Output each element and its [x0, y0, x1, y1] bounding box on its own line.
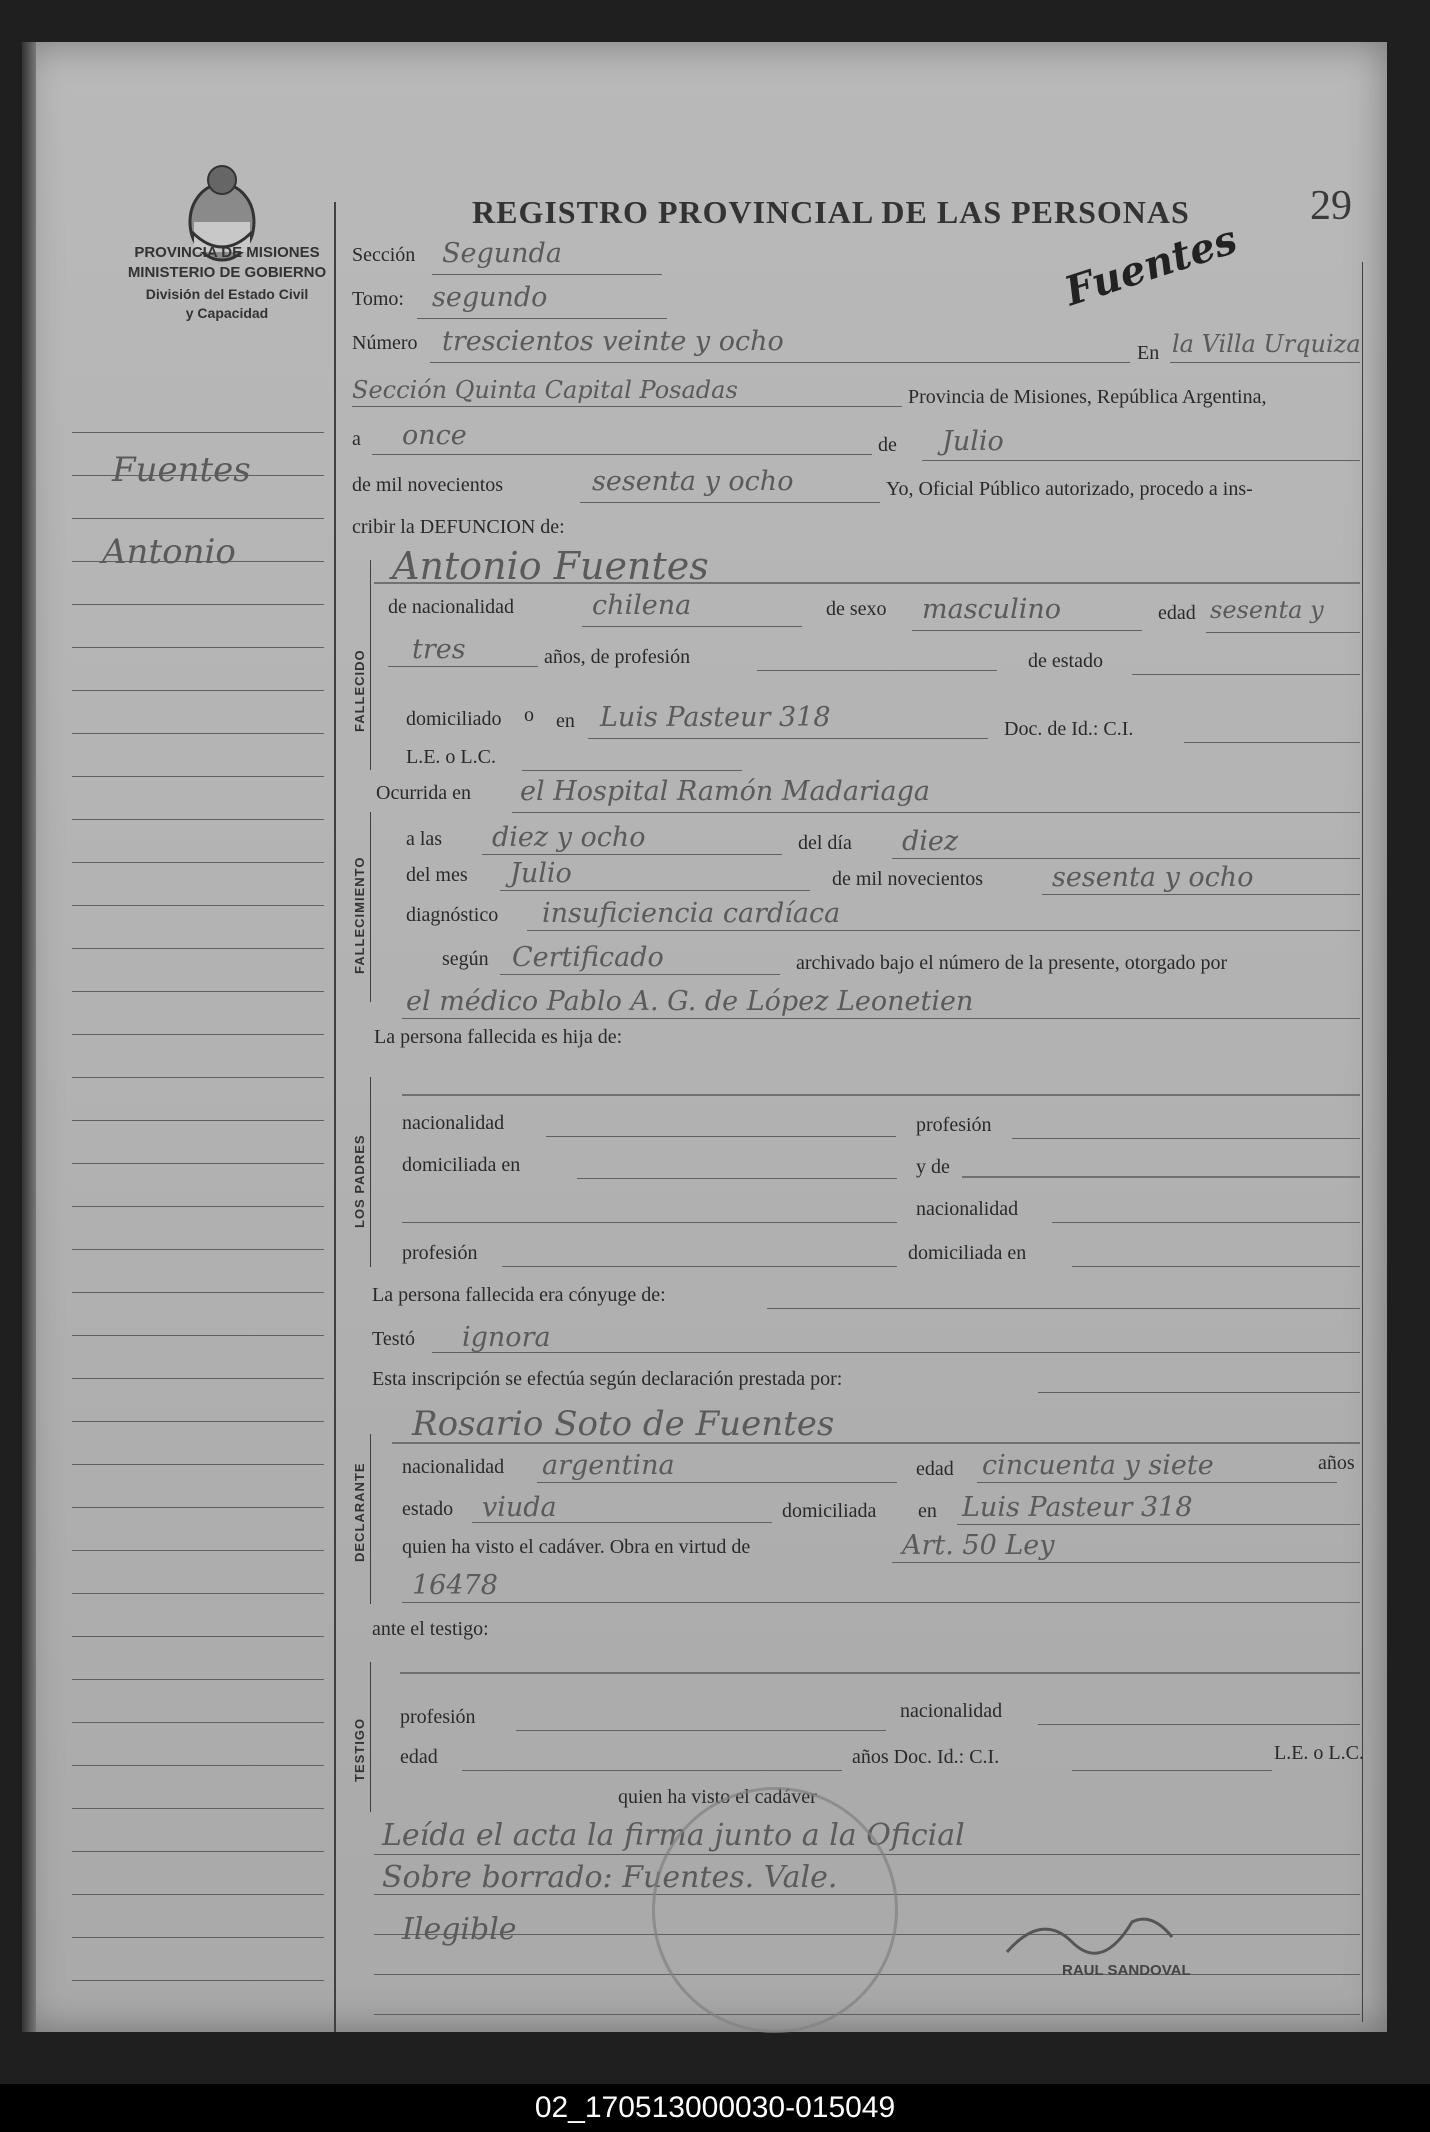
margin-rule: [72, 905, 324, 906]
margin-rule: [72, 1636, 324, 1637]
en-line: [1170, 362, 1360, 363]
a-las-value: diez y ocho: [492, 822, 646, 853]
declarante-nacionalidad-label: nacionalidad: [402, 1456, 505, 1478]
closing-text-3: Ilegible: [402, 1912, 517, 1947]
ocurrida-value: el Hospital Ramón Madariaga: [520, 776, 930, 807]
margin-rule: [72, 1464, 324, 1465]
margin-rule: [72, 991, 324, 992]
padres-nacionalidad2-line: [1052, 1222, 1360, 1223]
fallecido-edad-cont: tres: [412, 634, 466, 665]
margin-rule: [72, 1292, 324, 1293]
margin-rule: [72, 1163, 324, 1164]
padres-profesion2-label: profesión: [402, 1242, 478, 1264]
declarante-domiciliada-label: domiciliada: [782, 1500, 877, 1522]
testigo-nacionalidad-line: [1038, 1724, 1360, 1725]
segun-label: según: [442, 948, 489, 970]
testigo-visto-label: quien ha visto el cadáver: [618, 1786, 817, 1808]
fallecido-le-lc-line: [522, 770, 742, 771]
segun-value: Certificado: [512, 942, 664, 973]
padres-domiciliada2-line: [1072, 1266, 1360, 1267]
margin-rule: [72, 1937, 324, 1938]
year-label: de mil novecientos: [352, 474, 504, 496]
testigo-doc-line: [1072, 1770, 1272, 1771]
en-label: En: [1137, 342, 1160, 364]
column-divider: [334, 202, 336, 2032]
margin-rule: [72, 1593, 324, 1594]
del-dia-line: [892, 858, 1360, 859]
padres-section-label: LOS PADRES: [352, 1134, 367, 1228]
fallecido-section-label: FALLECIDO: [352, 649, 367, 732]
fallecido-sexo-line: [912, 630, 1142, 631]
ministry-label: MINISTERIO DE GOBIERNO: [127, 264, 327, 281]
fallecido-sexo-label: de sexo: [826, 598, 887, 620]
official-text-2: cribir la DEFUNCION de:: [352, 516, 565, 538]
diagnostico-value: insuficiencia cardíaca: [542, 898, 841, 929]
testigo-bracket: [370, 1662, 371, 1812]
del-mes-value: Julio: [510, 858, 572, 889]
provincia-label: Provincia de Misiones, República Argentina,: [908, 386, 1267, 408]
seccion-line: [432, 274, 662, 275]
margin-rule: [72, 1894, 324, 1895]
fallecido-doc-line: [1184, 742, 1360, 743]
fallecido-domicilio-en: en: [556, 710, 575, 732]
declarante-anos-label: años: [1318, 1452, 1355, 1474]
fallecido-edad-label: edad: [1158, 602, 1196, 624]
margin-rule: [72, 1378, 324, 1379]
margin-rule: [72, 518, 324, 519]
fallecido-edad-line: [1206, 632, 1360, 633]
diagnostico-line: [527, 930, 1360, 931]
fallecido-domicilio-line: [588, 738, 988, 739]
declaracion-label: Esta inscripción se efectúa según declaración prestada por:: [372, 1368, 843, 1390]
de-value: Julio: [942, 426, 1004, 457]
del-mes-line: [500, 890, 810, 891]
padres-nacionalidad-line: [546, 1136, 896, 1137]
testigo-edad-label: edad: [400, 1746, 438, 1768]
numero-label: Número: [352, 332, 418, 354]
margin-rule: [72, 733, 324, 734]
declarante-edad-label: edad: [916, 1458, 954, 1480]
official-signature-name: RAUL SANDOVAL: [1062, 1962, 1191, 1979]
margin-rule: [72, 1421, 324, 1422]
tomo-value: segundo: [432, 282, 548, 313]
fallecido-sexo-value: masculino: [922, 594, 1061, 625]
fallecido-doc-label: Doc. de Id.: C.I.: [1004, 718, 1134, 740]
declarante-visto-value: Art. 50 Ley: [902, 1530, 1055, 1561]
fallecido-profesion-line: [757, 670, 997, 671]
declarante-domiciliada-line: [957, 1524, 1360, 1525]
padres-nacionalidad-label: nacionalidad: [402, 1112, 505, 1134]
margin-rule: [72, 604, 324, 605]
declarante-edad-value: cincuenta y siete: [982, 1450, 1214, 1481]
declarante-estado-line: [472, 1522, 772, 1523]
declarante-name: Rosario Soto de Fuentes: [412, 1404, 835, 1444]
margin-rule: [72, 1077, 324, 1078]
declarante-nacionalidad-value: argentina: [542, 1450, 675, 1481]
otorgado-value: el médico Pablo A. G. de López Leonetien: [406, 986, 974, 1017]
margin-rule: [72, 1851, 324, 1852]
declarante-name-line: [392, 1442, 1360, 1444]
padres-y-de-label: y de: [916, 1156, 950, 1178]
fallecido-domicilio-label: domiciliado: [406, 708, 502, 730]
register-page: [22, 42, 1387, 2032]
fallecido-bracket: [370, 560, 371, 770]
top-signature-scrawl: Fuentes: [1059, 215, 1243, 316]
testigo-profesion-label: profesión: [400, 1706, 476, 1728]
fallecido-domicilio-value: Luis Pasteur 318: [600, 702, 831, 733]
tomo-line: [417, 318, 667, 319]
margin-rule: [72, 1249, 324, 1250]
declarante-edad-line: [977, 1482, 1337, 1483]
declarante-visto-cont-line: [402, 1602, 1360, 1603]
declarante-visto-label: quien ha visto el cadáver. Obra en virtud de: [402, 1536, 751, 1558]
margin-rule: [72, 1120, 324, 1121]
fallecimiento-mil-line: [1042, 894, 1360, 895]
margin-rule: [72, 1206, 324, 1207]
testo-value: ignora: [462, 1322, 551, 1353]
ocurrida-label: Ocurrida en: [376, 782, 471, 804]
page-number: 29: [1310, 183, 1352, 229]
ocurrida-line: [512, 812, 1360, 813]
declarante-domiciliada-value: Luis Pasteur 318: [962, 1492, 1193, 1523]
testigo-le-lc-label: L.E. o L.C.: [1274, 1742, 1364, 1764]
padres-name-line: [402, 1094, 1360, 1096]
margin-rule: [72, 1550, 324, 1551]
fallecimiento-mil-label: de mil novecientos: [832, 868, 984, 890]
margin-rule: [72, 1722, 324, 1723]
margin-rule: [72, 1765, 324, 1766]
margin-surname: Fuentes: [112, 450, 251, 490]
a-las-label: a las: [406, 828, 443, 850]
fallecido-le-lc-label: L.E. o L.C.: [406, 746, 496, 768]
fallecido-name-line: [374, 582, 1360, 584]
margin-rule: [72, 432, 324, 433]
padres-profesion-line: [1012, 1138, 1360, 1139]
year-line: [580, 502, 880, 503]
fallecido-estado-line: [1132, 674, 1360, 675]
de-line: [922, 460, 1360, 461]
declarante-bracket: [370, 1434, 371, 1604]
a-las-line: [482, 854, 782, 855]
margin-rule: [72, 1034, 324, 1035]
margin-rule: [72, 647, 324, 648]
testigo-profesion-line: [516, 1730, 886, 1731]
margin-rule: [72, 1808, 324, 1809]
a-label: a: [352, 428, 361, 450]
seccion-value: Segunda: [442, 238, 562, 269]
de-label: de: [878, 434, 897, 456]
declarante-en-label: en: [918, 1500, 937, 1522]
division-label: División del Estado Civil: [145, 286, 309, 302]
seccion-label: Sección: [352, 244, 416, 266]
en-value-cont: Sección Quinta Capital Posadas: [352, 376, 738, 404]
declaracion-line: [1038, 1392, 1360, 1393]
fallecimiento-section-label: FALLECIMIENTO: [352, 856, 367, 974]
testo-line: [432, 1352, 1360, 1353]
archivado-label: archivado bajo el número de la presente, otorgado por: [796, 952, 1228, 974]
capacity-label: y Capacidad: [185, 305, 269, 321]
otorgado-line: [402, 1018, 1360, 1019]
testigo-intro: ante el testigo:: [372, 1618, 489, 1640]
padres-profesion2-line: [502, 1266, 897, 1267]
padres-bracket: [370, 1077, 371, 1267]
page-title: REGISTRO PROVINCIAL DE LAS PERSONAS: [472, 194, 1190, 230]
padres-domiciliada-line: [577, 1178, 897, 1179]
fallecido-name: Antonio Fuentes: [392, 544, 709, 588]
fallecido-domicilio-o: o: [524, 704, 534, 726]
margin-rule: [72, 862, 324, 863]
margin-rule: [72, 948, 324, 949]
segun-line: [500, 974, 780, 975]
fallecimiento-bracket: [370, 812, 371, 1002]
declarante-estado-value: viuda: [482, 1492, 557, 1523]
fallecido-estado-label: de estado: [1028, 650, 1103, 672]
province-label: PROVINCIA DE MISIONES: [134, 244, 320, 261]
del-dia-value: diez: [902, 826, 959, 857]
del-dia-label: del día: [798, 832, 852, 854]
conyuge-line: [767, 1308, 1360, 1309]
tomo-label: Tomo:: [352, 288, 404, 310]
testigo-edad-line: [462, 1770, 842, 1771]
padres-domiciliada2-label: domiciliada en: [908, 1242, 1027, 1264]
padres-profesion-label: profesión: [916, 1114, 992, 1136]
declarante-visto-line: [892, 1562, 1360, 1563]
del-mes-label: del mes: [406, 864, 468, 886]
a-value: once: [402, 420, 467, 451]
en-value: la Villa Urquiza: [1172, 330, 1361, 358]
margin-rule: [72, 776, 324, 777]
testigo-nacionalidad-label: nacionalidad: [900, 1700, 1003, 1722]
fallecido-nacionalidad-value: chilena: [592, 590, 692, 621]
en-cont-line: [352, 406, 902, 407]
declarante-nacionalidad-line: [537, 1482, 897, 1483]
testigo-section-label: TESTIGO: [352, 1717, 367, 1782]
fallecido-nacionalidad-line: [582, 626, 802, 627]
closing-text-2: Sobre borrado: Fuentes. Vale.: [382, 1860, 838, 1895]
padres-y-de-line: [962, 1176, 1360, 1178]
numero-line: [430, 362, 1130, 363]
conyuge-label: La persona fallecida era cónyuge de:: [372, 1284, 666, 1306]
closing-text-1: Leída el acta la firma junto a la Oficial: [382, 1818, 965, 1853]
fallecido-nacionalidad-label: de nacionalidad: [388, 596, 515, 618]
image-id-footer: 02_170513000030-015049: [0, 2084, 1430, 2132]
fallecido-edad-cont-line: [388, 666, 538, 667]
margin-rule: [72, 1507, 324, 1508]
padres-blank-line: [402, 1222, 897, 1223]
numero-value: trescientos veinte y ocho: [442, 326, 784, 357]
book-binding: [22, 42, 36, 2032]
fallecido-edad-value: sesenta y: [1210, 596, 1324, 624]
year-value: sesenta y ocho: [592, 466, 794, 497]
declarante-estado-label: estado: [402, 1498, 454, 1520]
declarante-section-label: DECLARANTE: [352, 1462, 367, 1562]
margin-rule: [72, 1980, 324, 1981]
padres-intro: La persona fallecida es hija de:: [374, 1026, 623, 1048]
margin-rule: [72, 1679, 324, 1680]
closing-line-5: [374, 2014, 1360, 2015]
official-signature-icon: [1002, 1902, 1182, 1962]
a-line: [372, 454, 872, 455]
official-stamp: [652, 1787, 898, 2033]
margin-rule: [72, 1335, 324, 1336]
fallecido-profesion-label: años, de profesión: [544, 646, 691, 668]
padres-domiciliada-label: domiciliada en: [402, 1154, 521, 1176]
margin-rule: [72, 819, 324, 820]
diagnostico-label: diagnóstico: [406, 904, 499, 926]
testigo-doc-label: años Doc. Id.: C.I.: [852, 1746, 1000, 1768]
margin-rule: [72, 690, 324, 691]
declarante-visto-cont: 16478: [412, 1570, 498, 1601]
official-text: Yo, Oficial Público autorizado, procedo a ins-: [886, 478, 1253, 500]
testigo-name-line: [400, 1672, 1360, 1674]
padres-nacionalidad2-label: nacionalidad: [916, 1198, 1019, 1220]
testo-label: Testó: [372, 1328, 416, 1350]
fallecimiento-mil-value: sesenta y ocho: [1052, 862, 1254, 893]
margin-given-name: Antonio: [102, 532, 236, 572]
